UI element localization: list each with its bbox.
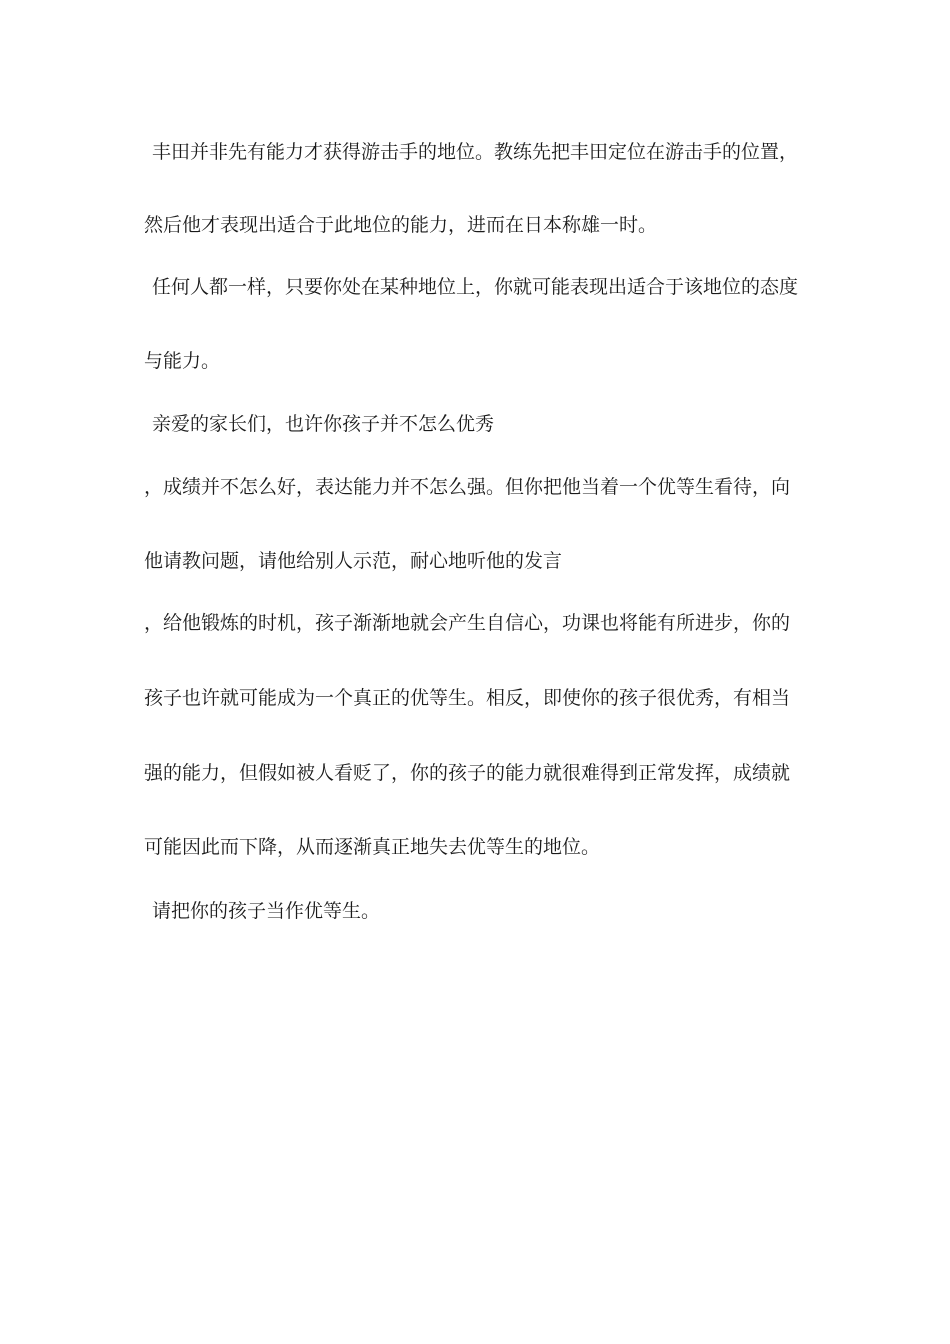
paragraph-3-line-6: 强的能力，但假如被人看贬了，你的孩子的能力就很难得到正常发挥，成绩就 bbox=[144, 762, 791, 784]
paragraph-3-line-1: 亲爱的家长们，也许你孩子并不怎么优秀 bbox=[152, 413, 495, 435]
paragraph-3-line-7: 可能因此而下降，从而逐渐真正地失去优等生的地位。 bbox=[144, 836, 601, 858]
paragraph-3-line-2: ，成绩并不怎么好，表达能力并不怎么强。但你把他当着一个优等生看待，向 bbox=[144, 476, 791, 498]
paragraph-1-line-1: 丰田并非先有能力才获得游击手的地位。教练先把丰田定位在游击手的位置， bbox=[152, 141, 799, 163]
paragraph-4-line-1: 请把你的孩子当作优等生。 bbox=[152, 900, 381, 922]
paragraph-3-line-5: 孩子也许就可能成为一个真正的优等生。相反，即使你的孩子很优秀，有相当 bbox=[144, 687, 791, 709]
paragraph-3-line-3: 他请教问题，请他给别人示范，耐心地听他的发言 bbox=[144, 550, 563, 572]
paragraph-2-line-2: 与能力。 bbox=[144, 350, 221, 372]
paragraph-1-line-2: 然后他才表现出适合于此地位的能力，进而在日本称雄一时。 bbox=[144, 214, 658, 236]
paragraph-3-line-4: ，给他锻炼的时机，孩子渐渐地就会产生自信心，功课也将能有所进步，你的 bbox=[144, 612, 791, 634]
paragraph-2-line-1: 任何人都一样，只要你处在某种地位上，你就可能表现出适合于该地位的态度 bbox=[152, 276, 799, 298]
